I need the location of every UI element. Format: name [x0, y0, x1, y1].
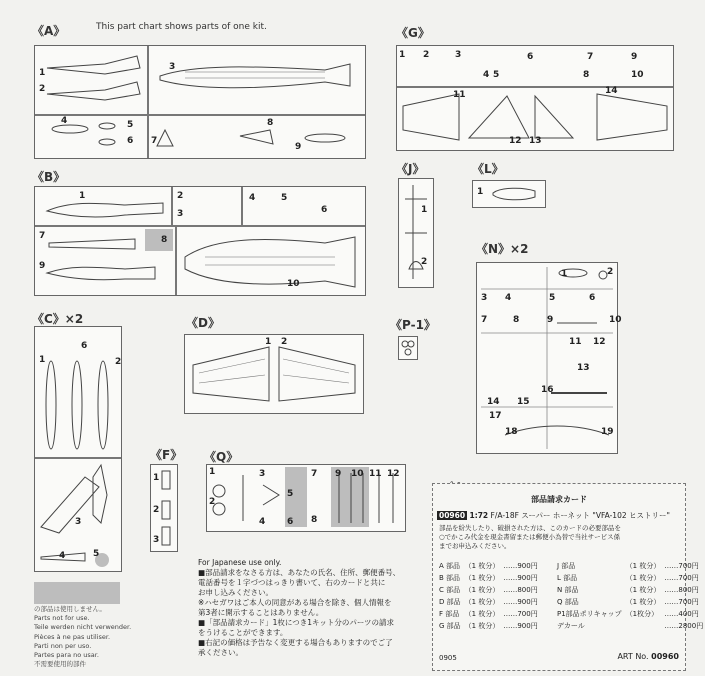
part-number: 3 [455, 50, 462, 60]
part-number: 10 [631, 70, 644, 80]
sprue-c-drawing [35, 327, 121, 571]
note-line: 承ください。 [198, 648, 243, 657]
price-qty: （1 枚分） [464, 574, 500, 582]
price-qty: （1 枚分） [625, 562, 661, 570]
part-number: 17 [489, 411, 502, 421]
note-line: ■「部品請求カード」1枚につき1キット分のパーツの請求 [198, 618, 395, 627]
intro-line: ○でかこみ代金を現金書留または郵便小為替で当社サービス係 [439, 533, 621, 542]
art-no-label: ART No. [617, 652, 649, 661]
price-value: ……800円 [664, 586, 699, 594]
group-n-label: 《N》×2 [476, 242, 529, 256]
price-qty: （1 枚分） [464, 610, 500, 618]
price-value: ……400円 [664, 610, 699, 618]
part-number: 5 [549, 293, 556, 303]
price-value: ……900円 [503, 622, 538, 630]
price-part: Q 部品 [557, 598, 579, 606]
price-qty: （1 枚分） [464, 598, 500, 606]
price-row[interactable] [555, 596, 705, 608]
legend-line: Pièces à ne pas utiliser. [34, 632, 111, 641]
price-row[interactable] [555, 560, 705, 572]
part-number: 8 [311, 515, 318, 525]
price-part: L 部品 [557, 574, 578, 582]
group-l-label: 《L》 [472, 162, 504, 176]
price-qty: （1 枚分） [464, 562, 500, 570]
note-line: ■部品請求をなさる方は、あなたの氏名、住所、郵便番号、 [198, 568, 401, 577]
part-number: 6 [589, 293, 596, 303]
note-line: ※ハセガワはご本人の同意がある場合を除き、個人情報を [198, 598, 392, 607]
price-value: ……700円 [503, 610, 538, 618]
part-number: 7 [311, 469, 318, 479]
group-d-label: 《D》 [186, 316, 220, 330]
group-c-label: 《C》×2 [32, 312, 84, 326]
group-b-label: 《B》 [32, 170, 66, 184]
sprue-l-drawing [473, 181, 545, 207]
part-number: 13 [577, 363, 590, 373]
part-number: 1 [39, 355, 46, 365]
group-p1-label: 《P-1》 [390, 318, 436, 332]
group-g-label: 《G》 [396, 26, 430, 40]
sprue-d-drawing [185, 335, 363, 413]
part-number: 8 [267, 118, 274, 128]
part-number: 9 [335, 469, 342, 479]
sprue-b-drawing [35, 187, 365, 295]
part-number: 9 [295, 142, 302, 152]
price-row[interactable] [437, 584, 540, 596]
intro-line: 部品を紛失したり、破損された方は、このカードの必要部品を [439, 524, 621, 532]
price-value: ……700円 [664, 574, 699, 582]
price-row[interactable] [437, 620, 540, 632]
sprue-a-drawing [35, 46, 365, 158]
kit-scale: 1:72 [469, 511, 489, 520]
price-part: B 部品 [439, 574, 461, 582]
price-qty: （1 枚分） [464, 586, 500, 594]
price-part: J 部品 [557, 562, 576, 570]
part-number: 9 [631, 52, 638, 62]
part-number: 6 [321, 205, 328, 215]
price-value: ……900円 [503, 562, 538, 570]
price-qty: （1 枚分） [625, 574, 661, 582]
sprue-p1 [398, 336, 418, 360]
part-number: 2 [421, 257, 428, 267]
price-qty: （1 枚分） [464, 622, 500, 630]
price-value: ……2800円 [664, 622, 704, 630]
part-number: 1 [39, 68, 46, 78]
unused-legend [34, 605, 131, 669]
part-number: 10 [287, 279, 300, 289]
price-table-right [555, 560, 705, 632]
price-part: C 部品 [439, 586, 461, 594]
part-number: 2 [153, 505, 160, 515]
part-number: 2 [115, 357, 122, 367]
part-number: 2 [209, 497, 216, 507]
part-number: 16 [541, 385, 554, 395]
legend-line: Teile werden nicht verwender. [34, 623, 132, 632]
part-number: 7 [481, 315, 488, 325]
sprue-d [184, 334, 364, 414]
part-number: 3 [481, 293, 488, 303]
part-number: 18 [505, 427, 518, 437]
part-number: 13 [529, 136, 542, 146]
price-value: ……700円 [664, 598, 699, 606]
header-note: This part chart shows parts of one kit. [96, 22, 267, 32]
price-part: D 部品 [439, 598, 461, 606]
part-number: 6 [81, 341, 88, 351]
part-number: 1 [421, 205, 428, 215]
price-row[interactable] [437, 572, 540, 584]
note-line: ■右記の価格は予告なく変更する場合もありますのでご了 [198, 638, 393, 647]
japanese-notes [198, 558, 400, 658]
order-card-intro [439, 524, 621, 552]
part-number: 3 [153, 535, 160, 545]
note-line: 電話番号を１字づつはっきり書いて、右のカードと共に [198, 578, 386, 587]
part-number: 7 [587, 52, 594, 62]
part-number: 2 [423, 50, 430, 60]
group-f-label: 《F》 [150, 448, 183, 462]
unused-legend-swatch [34, 582, 120, 604]
part-number: 11 [569, 337, 582, 347]
group-q-label: 《Q》 [204, 450, 239, 464]
price-qty [624, 620, 663, 632]
sprue-c [34, 326, 122, 572]
part-number: 2 [607, 267, 614, 277]
order-card-title: 部品請求カード [531, 495, 587, 504]
price-row[interactable] [555, 620, 705, 632]
part-number: 3 [169, 62, 176, 72]
japanese-notes-title: For Japanese use only. [198, 558, 282, 567]
kit-name: F/A-18F スーパー ホーネット "VFA-102 ヒストリー" [490, 511, 670, 520]
part-number: 11 [369, 469, 382, 479]
part-number: 5 [93, 549, 100, 559]
part-number: 1 [477, 187, 484, 197]
part-number: 12 [509, 136, 522, 146]
price-row[interactable] [437, 560, 540, 572]
price-part: G 部品 [439, 622, 461, 630]
price-value: ……700円 [664, 562, 699, 570]
part-number: 1 [209, 467, 216, 477]
price-value: ……900円 [503, 598, 538, 606]
part-number: 2 [39, 84, 46, 94]
part-number: 6 [127, 136, 134, 146]
part-number: 6 [527, 52, 534, 62]
part-number: 8 [513, 315, 520, 325]
sprue-n-drawing [477, 263, 617, 453]
price-row[interactable] [555, 572, 705, 584]
part-number: 4 [249, 193, 256, 203]
price-qty: （1枚分） [625, 610, 659, 618]
legend-line: Parts not for use. [34, 614, 90, 623]
part-number: 4 [505, 293, 512, 303]
price-part: P1部品ポリキャップ [557, 610, 622, 618]
sprue-a [34, 45, 366, 159]
sprue-l [472, 180, 546, 208]
intro-line: までお申込みください。 [439, 542, 511, 551]
part-number: 5 [287, 489, 294, 499]
sprue-n [476, 262, 622, 454]
part-number: 2 [281, 337, 288, 347]
order-card-kit [437, 510, 670, 521]
kit-code: 00960 [439, 511, 466, 520]
part-number: 2 [177, 191, 184, 201]
art-number [617, 652, 679, 661]
legend-line: の部品は使用しません。 [34, 605, 106, 613]
part-number: 15 [517, 397, 530, 407]
part-number: 5 [281, 193, 288, 203]
note-line: 第3者に開示することはありません。 [198, 608, 324, 617]
note-line: お申し込みください。 [198, 588, 273, 597]
price-qty: （1 枚分） [625, 598, 661, 606]
sprue-f [150, 464, 178, 552]
part-number: 1 [561, 269, 568, 279]
price-part: F 部品 [439, 610, 460, 618]
price-row[interactable] [437, 596, 540, 608]
part-number: 3 [75, 517, 82, 527]
price-value: ……800円 [503, 586, 538, 594]
part-number: 19 [601, 427, 614, 437]
part-number: 3 [259, 469, 266, 479]
sprue-q [206, 464, 406, 532]
price-row[interactable] [437, 608, 540, 620]
part-number: 1 [153, 473, 160, 483]
price-table-left [437, 560, 540, 632]
part-number: 7 [151, 136, 158, 146]
group-a-label: 《A》 [32, 24, 66, 38]
poly-cap-icon [399, 337, 417, 359]
legend-line: Parti non per uso. [34, 641, 92, 650]
price-part: N 部品 [557, 586, 579, 594]
part-number: 4 [61, 116, 68, 126]
price-row[interactable] [555, 584, 705, 596]
legend-line: Partes para no usar. [34, 651, 99, 660]
part-number: 1 [265, 337, 272, 347]
price-part: A 部品 [439, 562, 461, 570]
part-number: 14 [487, 397, 500, 407]
part-number: 8 [583, 70, 590, 80]
part-number: 9 [39, 261, 46, 271]
part-number: 5 [127, 120, 134, 130]
note-line: をうけることができます。 [198, 628, 288, 637]
part-number: 1 [399, 50, 406, 60]
price-value: ……900円 [503, 574, 538, 582]
sprue-j-drawing [399, 179, 433, 287]
part-number: 10 [351, 469, 364, 479]
part-number: 4 [483, 70, 490, 80]
part-number: 8 [161, 235, 168, 245]
part-number: 3 [177, 209, 184, 219]
part-number: 9 [547, 315, 554, 325]
part-number: 11 [453, 90, 466, 100]
price-part: デカール [557, 622, 585, 630]
part-number: 14 [605, 86, 618, 96]
sprue-b [34, 186, 366, 296]
sprue-g [396, 45, 674, 151]
art-no-value: 00960 [651, 652, 679, 661]
legend-line: 不需要使用的部件 [34, 660, 86, 669]
part-number: 10 [609, 315, 622, 325]
group-j-label: 《J》 [396, 162, 425, 176]
price-qty: （1 枚分） [625, 586, 661, 594]
footer-code: 0905 [439, 654, 457, 662]
part-number: 7 [39, 231, 46, 241]
order-card [432, 483, 704, 671]
part-number: 12 [593, 337, 606, 347]
part-number: 12 [387, 469, 400, 479]
part-number: 1 [79, 191, 86, 201]
price-row[interactable] [555, 608, 705, 620]
part-number: 5 [493, 70, 500, 80]
sprue-j [398, 178, 434, 288]
part-number: 4 [59, 551, 66, 561]
part-number: 4 [259, 517, 266, 527]
part-number: 6 [287, 517, 294, 527]
